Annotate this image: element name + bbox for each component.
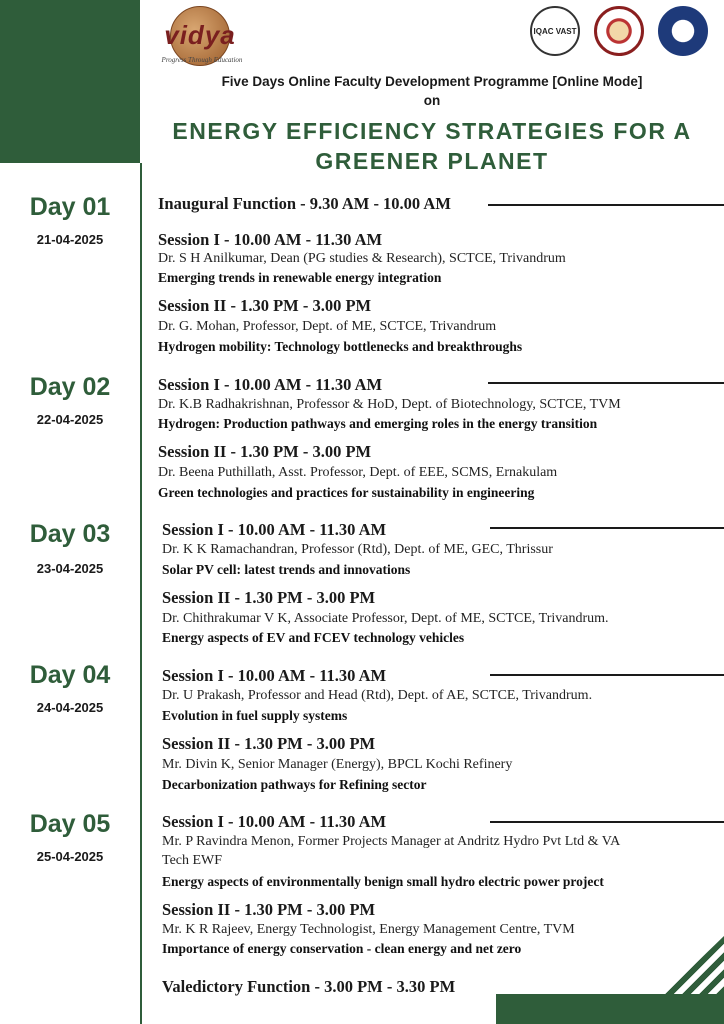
subtitle-line: Five Days Online Faculty Development Programme [Online Mode] [221, 74, 643, 89]
inaugural-heading: Inaugural Function - 9.30 AM - 10.00 AM [158, 194, 451, 213]
session-heading: Session II - 1.30 PM - 3.00 PM [162, 900, 376, 919]
page-title [150, 116, 714, 176]
heading-rule [488, 382, 724, 384]
session-heading: Session I - 10.00 AM - 11.30 AM [162, 666, 387, 685]
session-speaker: Mr. Divin K, Senior Manager (Energy), BPCL Kochi Refinery [162, 757, 513, 772]
header-green-block [0, 0, 140, 163]
session-speaker: Mr. P Ravindra Menon, Former Projects Manager at Andritz Hydro Pvt Ltd & VA [162, 834, 621, 849]
subtitle-on: on [423, 93, 441, 108]
session-topic: Emerging trends in renewable energy integration [158, 270, 442, 285]
session-speaker: Dr. K K Ramachandran, Professor (Rtd), Dept. of ME, GEC, Thrissur [162, 542, 553, 557]
college-emblem [594, 6, 644, 56]
day-label: Day 05 [29, 810, 111, 838]
session-topic: Decarbonization pathways for Refining sector [162, 777, 427, 792]
session-topic: Hydrogen: Production pathways and emerging roles in the energy transition [158, 416, 598, 431]
day-date: 21-04-2025 [36, 232, 104, 247]
session-heading: Session II - 1.30 PM - 3.00 PM [158, 442, 372, 461]
session-speaker-continued: Tech EWF [162, 853, 223, 868]
session-speaker: Dr. Beena Puthillath, Asst. Professor, Dept. of EEE, SCMS, Ernakulam [158, 465, 558, 480]
session-speaker: Dr. K.B Radhakrishnan, Professor & HoD, Dept. of Biotechnology, SCTCE, TVM [158, 397, 621, 412]
session-heading: Session II - 1.30 PM - 3.00 PM [158, 296, 372, 315]
session-heading: Session II - 1.30 PM - 3.00 PM [162, 588, 376, 607]
session-topic: Solar PV cell: latest trends and innovations [162, 562, 411, 577]
heading-rule [490, 821, 724, 823]
day-date: 22-04-2025 [36, 412, 104, 427]
day-label: Day 02 [29, 373, 111, 401]
iqac-seal: IQAC VAST [530, 6, 580, 56]
session-speaker: Dr. U Prakash, Professor and Head (Rtd), Dept. of AE, SCTCE, Trivandrum. [162, 688, 593, 703]
timeline-divider [140, 163, 142, 1024]
session-heading: Session I - 10.00 AM - 11.30 AM [162, 520, 387, 539]
valedictory-heading: Valedictory Function - 3.00 PM - 3.30 PM [162, 977, 456, 996]
session-speaker: Dr. Chithrakumar V K, Associate Professor, Dept. of ME, SCTCE, Trivandrum. [162, 611, 609, 626]
day-date: 25-04-2025 [36, 849, 104, 864]
session-topic: Evolution in fuel supply systems [162, 708, 348, 723]
day-label: Day 01 [29, 193, 111, 221]
session-speaker: Dr. G. Mohan, Professor, Dept. of ME, SCTCE, Trivandrum [158, 319, 497, 334]
day-label: Day 04 [29, 661, 111, 689]
session-topic: Hydrogen mobility: Technology bottlenecks and breakthroughs [158, 339, 523, 354]
footer-green-block [496, 994, 724, 1024]
logo-text: vidya [164, 20, 236, 50]
heading-rule [488, 204, 724, 206]
heading-rule [490, 674, 724, 676]
session-heading: Session I - 10.00 AM - 11.30 AM [158, 375, 383, 394]
session-speaker: Mr. K R Rajeev, Energy Technologist, Energy Management Centre, TVM [162, 922, 575, 937]
title-line-2: GREENER PLANET [315, 148, 549, 174]
session-heading: Session I - 10.00 AM - 11.30 AM [162, 812, 387, 831]
session-topic: Energy aspects of EV and FCEV technology vehicles [162, 630, 465, 645]
title-line-1: ENERGY EFFICIENCY STRATEGIES FOR A [172, 118, 692, 144]
logo-tagline: Progress Through Education [161, 56, 243, 64]
programme-subtitle [150, 72, 714, 110]
session-topic: Importance of energy conservation - clean energy and net zero [162, 941, 522, 956]
session-speaker: Dr. S H Anilkumar, Dean (PG studies & Research), SCTCE, Trivandrum [158, 251, 566, 266]
session-topic: Energy aspects of environmentally benign small hydro electric power project [162, 874, 604, 889]
session-heading: Session II - 1.30 PM - 3.00 PM [162, 734, 376, 753]
footer-stripes [664, 936, 724, 994]
session-heading: Session I - 10.00 AM - 11.30 AM [158, 230, 383, 249]
iste-seal: ISTE [658, 6, 708, 56]
day-date: 23-04-2025 [36, 561, 104, 576]
day-label: Day 03 [29, 520, 111, 548]
vidya-logo [150, 6, 250, 68]
heading-rule [490, 527, 724, 529]
session-topic: Green technologies and practices for sustainability in engineering [158, 485, 535, 500]
day-date: 24-04-2025 [36, 700, 104, 715]
